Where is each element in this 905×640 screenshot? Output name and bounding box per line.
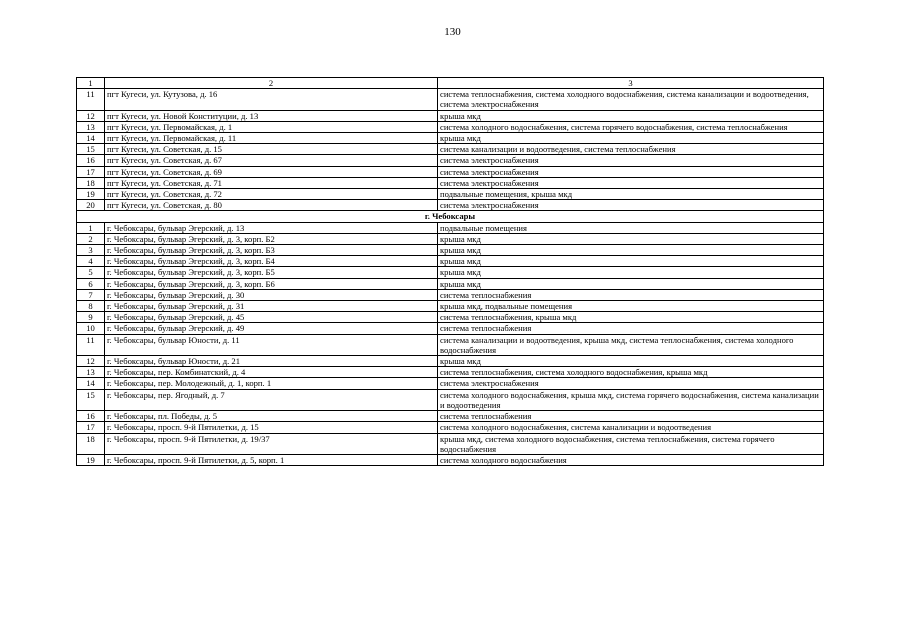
- address-cell: г. Чебоксары, бульвар Эгерский, д. 13: [105, 222, 438, 233]
- address-cell: г. Чебоксары, просп. 9-й Пятилетки, д. 15: [105, 422, 438, 433]
- row-number-cell: 12: [77, 110, 105, 121]
- address-cell: г. Чебоксары, бульвар Эгерский, д. 3, корп. Б3: [105, 245, 438, 256]
- address-cell: пгт Кугеси, ул. Кутузова, д. 16: [105, 89, 438, 110]
- systems-cell: крыша мкд, подвальные помещения: [438, 301, 824, 312]
- systems-cell: система холодного водоснабжения, система горячего водоснабжения, система теплоснабжения: [438, 121, 824, 132]
- address-cell: пгт Кугеси, ул. Первомайская, д. 11: [105, 133, 438, 144]
- systems-cell: крыша мкд: [438, 267, 824, 278]
- table-row: [77, 121, 824, 132]
- row-number-cell: 2: [77, 233, 105, 244]
- table-row: [77, 433, 824, 454]
- buildings-table: [76, 77, 824, 466]
- section-title: г. Чебоксары: [77, 211, 824, 222]
- table-row: [77, 166, 824, 177]
- row-number-cell: 15: [77, 144, 105, 155]
- row-number-cell: 19: [77, 454, 105, 465]
- systems-cell: система холодного водоснабжения, система канализации и водоотведения: [438, 422, 824, 433]
- address-cell: пгт Кугеси, ул. Первомайская, д. 1: [105, 121, 438, 132]
- systems-cell: система теплоснабжения: [438, 411, 824, 422]
- row-number-cell: 3: [77, 245, 105, 256]
- address-cell: пгт Кугеси, ул. Советская, д. 72: [105, 189, 438, 200]
- address-cell: г. Чебоксары, просп. 9-й Пятилетки, д. 19/37: [105, 433, 438, 454]
- address-cell: г. Чебоксары, бульвар Эгерский, д. 3, корп. Б4: [105, 256, 438, 267]
- systems-cell: крыша мкд: [438, 233, 824, 244]
- section-row: [77, 211, 824, 222]
- systems-cell: система холодного водоснабжения, крыша мкд, система горячего водоснабжения, система канализации и водоотведения: [438, 389, 824, 410]
- systems-cell: крыша мкд: [438, 256, 824, 267]
- row-number-cell: 16: [77, 411, 105, 422]
- row-number-cell: 11: [77, 334, 105, 355]
- table-row: [77, 289, 824, 300]
- row-number-cell: 13: [77, 121, 105, 132]
- address-cell: г. Чебоксары, бульвар Эгерский, д. 31: [105, 301, 438, 312]
- address-cell: г. Чебоксары, пл. Победы, д. 5: [105, 411, 438, 422]
- address-cell: пгт Кугеси, ул. Советская, д. 71: [105, 177, 438, 188]
- systems-cell: система теплоснабжения, система холодного водоснабжения, система канализации и водоотведения, система электроснабжения: [438, 89, 824, 110]
- table-row: [77, 267, 824, 278]
- table-row: [77, 177, 824, 188]
- address-cell: г. Чебоксары, бульвар Юности, д. 21: [105, 356, 438, 367]
- table-row: [77, 454, 824, 465]
- address-cell: г. Чебоксары, пер. Комбинатский, д. 4: [105, 367, 438, 378]
- row-number-cell: 14: [77, 133, 105, 144]
- table-row: [77, 312, 824, 323]
- row-number-cell: 1: [77, 222, 105, 233]
- address-cell: пгт Кугеси, ул. Советская, д. 69: [105, 166, 438, 177]
- table-row: [77, 144, 824, 155]
- systems-cell: крыша мкд: [438, 110, 824, 121]
- address-cell: г. Чебоксары, пер. Молодежный, д. 1, корп. 1: [105, 378, 438, 389]
- table-row: [77, 222, 824, 233]
- systems-cell: крыша мкд: [438, 278, 824, 289]
- row-number-cell: 20: [77, 200, 105, 211]
- address-cell: г. Чебоксары, бульвар Эгерский, д. 3, корп. Б5: [105, 267, 438, 278]
- table-row: [77, 323, 824, 334]
- row-number-cell: 17: [77, 422, 105, 433]
- systems-cell: система теплоснабжения: [438, 289, 824, 300]
- row-number-cell: 16: [77, 155, 105, 166]
- systems-cell: система теплоснабжения, крыша мкд: [438, 312, 824, 323]
- systems-cell: система электроснабжения: [438, 155, 824, 166]
- systems-cell: крыша мкд, система холодного водоснабжения, система теплоснабжения, система горячего водоснабжения: [438, 433, 824, 454]
- row-number-cell: 18: [77, 433, 105, 454]
- header-cell-1: 1: [77, 78, 105, 89]
- row-number-cell: 15: [77, 389, 105, 410]
- page-number: 130: [444, 26, 461, 38]
- row-number-cell: 11: [77, 89, 105, 110]
- address-cell: г. Чебоксары, просп. 9-й Пятилетки, д. 5, корп. 1: [105, 454, 438, 465]
- table-row: [77, 411, 824, 422]
- header-cell-2: 2: [105, 78, 438, 89]
- table-row: [77, 110, 824, 121]
- row-number-cell: 6: [77, 278, 105, 289]
- table-row: [77, 422, 824, 433]
- systems-cell: система теплоснабжения, система холодного водоснабжения, крыша мкд: [438, 367, 824, 378]
- systems-cell: система канализации и водоотведения, система теплоснабжения: [438, 144, 824, 155]
- table-row: [77, 155, 824, 166]
- table-row: [77, 378, 824, 389]
- table-row: [77, 89, 824, 110]
- systems-cell: крыша мкд: [438, 133, 824, 144]
- systems-cell: система канализации и водоотведения, крыша мкд, система теплоснабжения, система холодного водоснабжения: [438, 334, 824, 355]
- row-number-cell: 18: [77, 177, 105, 188]
- address-cell: пгт Кугеси, ул. Советская, д. 15: [105, 144, 438, 155]
- header-cell-3: 3: [438, 78, 824, 89]
- address-cell: пгт Кугеси, ул. Советская, д. 80: [105, 200, 438, 211]
- table-row: [77, 301, 824, 312]
- row-number-cell: 7: [77, 289, 105, 300]
- row-number-cell: 9: [77, 312, 105, 323]
- table-row: [77, 356, 824, 367]
- table-row: [77, 133, 824, 144]
- address-cell: г. Чебоксары, бульвар Эгерский, д. 30: [105, 289, 438, 300]
- row-number-cell: 4: [77, 256, 105, 267]
- systems-cell: крыша мкд: [438, 356, 824, 367]
- row-number-cell: 10: [77, 323, 105, 334]
- address-cell: пгт Кугеси, ул. Советская, д. 67: [105, 155, 438, 166]
- table-row: [77, 245, 824, 256]
- address-cell: г. Чебоксары, бульвар Эгерский, д. 3, корп. Б2: [105, 233, 438, 244]
- row-number-cell: 19: [77, 189, 105, 200]
- table-header-row: [77, 78, 824, 89]
- systems-cell: система электроснабжения: [438, 378, 824, 389]
- systems-cell: подвальные помещения, крыша мкд: [438, 189, 824, 200]
- table-row: [77, 278, 824, 289]
- table-row: [77, 256, 824, 267]
- table-row: [77, 189, 824, 200]
- address-cell: г. Чебоксары, пер. Ягодный, д. 7: [105, 389, 438, 410]
- row-number-cell: 14: [77, 378, 105, 389]
- address-cell: г. Чебоксары, бульвар Юности, д. 11: [105, 334, 438, 355]
- systems-cell: подвальные помещения: [438, 222, 824, 233]
- table-body: [77, 78, 824, 466]
- row-number-cell: 17: [77, 166, 105, 177]
- row-number-cell: 8: [77, 301, 105, 312]
- address-cell: г. Чебоксары, бульвар Эгерский, д. 49: [105, 323, 438, 334]
- systems-cell: система холодного водоснабжения: [438, 454, 824, 465]
- row-number-cell: 13: [77, 367, 105, 378]
- table-row: [77, 233, 824, 244]
- row-number-cell: 12: [77, 356, 105, 367]
- address-cell: г. Чебоксары, бульвар Эгерский, д. 3, корп. Б6: [105, 278, 438, 289]
- row-number-cell: 5: [77, 267, 105, 278]
- systems-cell: система электроснабжения: [438, 166, 824, 177]
- table-row: [77, 334, 824, 355]
- systems-cell: крыша мкд: [438, 245, 824, 256]
- systems-cell: система электроснабжения: [438, 200, 824, 211]
- address-cell: г. Чебоксары, бульвар Эгерский, д. 45: [105, 312, 438, 323]
- table-row: [77, 200, 824, 211]
- table-row: [77, 389, 824, 410]
- address-cell: пгт Кугеси, ул. Новой Конституции, д. 13: [105, 110, 438, 121]
- systems-cell: система электроснабжения: [438, 177, 824, 188]
- systems-cell: система теплоснабжения: [438, 323, 824, 334]
- table-row: [77, 367, 824, 378]
